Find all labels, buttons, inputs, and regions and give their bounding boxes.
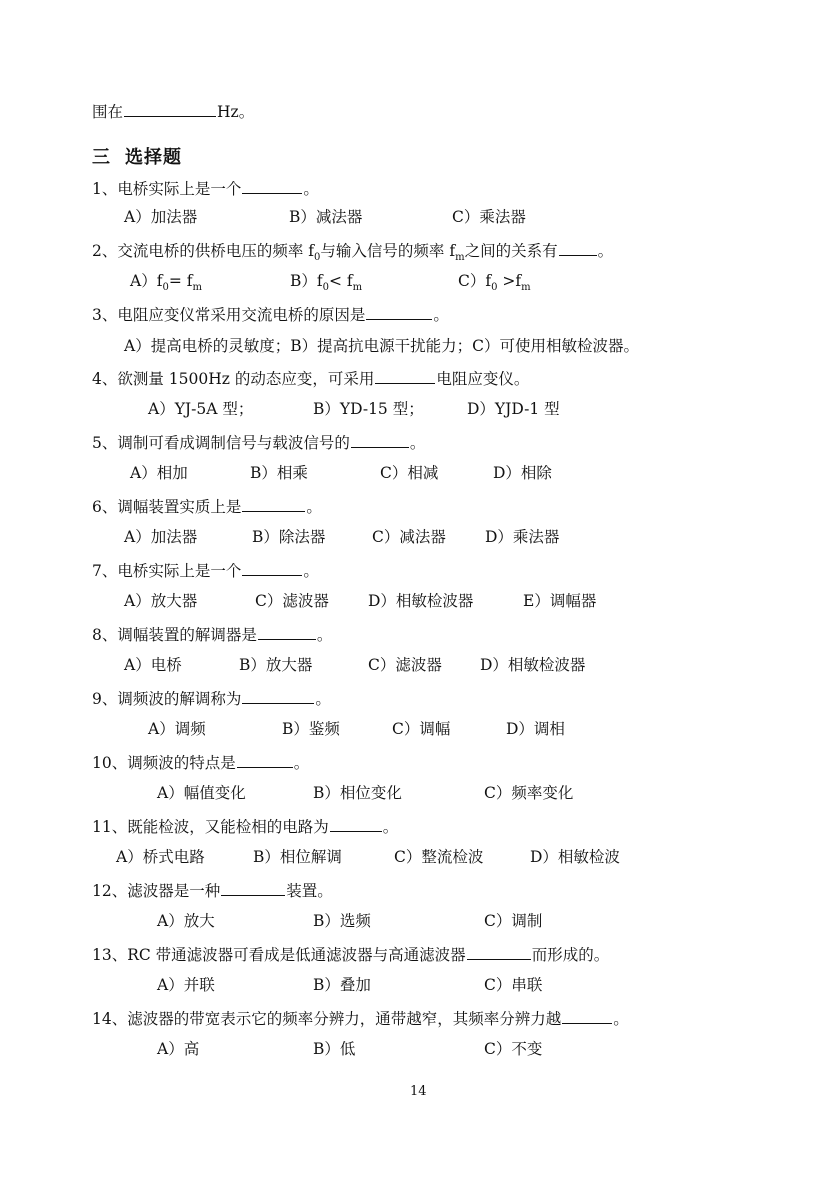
option: B）叠加 (313, 976, 371, 994)
option: C）串联 (484, 976, 543, 994)
question-stem: 1、电桥实际上是一个 (92, 180, 242, 198)
subscript: m (455, 252, 465, 264)
option: B）相乘 (250, 464, 308, 482)
answer-blank (237, 752, 293, 768)
option: B）YD-15 型； (313, 400, 424, 418)
option: D）相敏检波器 (480, 656, 586, 674)
option: A）桥式电路 (116, 848, 205, 866)
option: A）电桥 (124, 656, 182, 674)
question-stem: 13、RC 带通滤波器可看成是低通滤波器与高通滤波器 (92, 946, 466, 964)
question-stem-end: 。 (597, 242, 614, 260)
option: A）调频 (148, 720, 206, 738)
answer-blank (351, 432, 409, 448)
option: D）相敏检波 (530, 848, 620, 866)
option: B）低 (313, 1040, 356, 1058)
question-stem-end: 。 (382, 818, 399, 836)
option: A）放大器 (124, 592, 198, 610)
question-stem: 5、调制可看成调制信号与载波信号的 (92, 434, 350, 452)
question-stem: 6、调幅装置实质上是 (92, 498, 242, 516)
option: $B)f_0< f_m$ (290, 272, 363, 294)
option: D）调相 (506, 720, 565, 738)
option: A）YJ-5A 型； (148, 400, 254, 418)
answer-blank (242, 688, 314, 704)
question-stem: 之间的关系有 (464, 242, 558, 260)
answer-blank (366, 304, 432, 320)
question-stem: 11、既能检波，又能检相的电路为 (92, 818, 329, 836)
question-2 (92, 240, 613, 268)
option: A）加法器 (124, 208, 198, 226)
option: C）相减 (380, 464, 439, 482)
question-4 (92, 368, 529, 389)
option: B）放大器 (239, 656, 313, 674)
intro-line (92, 101, 254, 122)
question-stem: 2、交流电桥的供桥电压的频率 f (92, 242, 315, 260)
question-stem: 7、电桥实际上是一个 (92, 562, 242, 580)
intro-suffix: Hz。 (217, 103, 255, 121)
answer-blank (242, 560, 302, 576)
option: A）幅值变化 (157, 784, 246, 802)
section-heading (92, 143, 182, 169)
answer-blank (242, 496, 305, 512)
option: C）调制 (484, 912, 543, 930)
question-14 (92, 1008, 629, 1029)
option: C）滤波器 (255, 592, 329, 610)
option: B）选频 (313, 912, 371, 930)
option: C）不变 (484, 1040, 543, 1058)
option: A）相加 (130, 464, 188, 482)
question-stem: 12、滤波器是一种 (92, 882, 221, 900)
question-stem: 3、电阻应变仪常采用交流电桥的原因是 (92, 306, 366, 324)
question-3 (92, 304, 449, 325)
option: C）减法器 (372, 528, 446, 546)
question-13 (92, 944, 609, 965)
question-11 (92, 816, 398, 837)
question-6 (92, 496, 322, 517)
option: A）高 (157, 1040, 200, 1058)
answer-blank (562, 1008, 612, 1024)
answer-blank (221, 880, 285, 896)
option: B）减法器 (289, 208, 363, 226)
intro-prefix: 围在 (92, 103, 124, 121)
question-stem-end: 而形成的。 (531, 946, 610, 964)
option: $A)f_0= f_m$ (130, 272, 202, 294)
option: A）提高电桥的灵敏度；B）提高抗电源干扰能力；C）可使用相敏检波器。 (124, 337, 639, 355)
question-stem-end: 装置。 (286, 882, 333, 900)
question-10 (92, 752, 309, 773)
question-stem-end: 。 (433, 306, 449, 324)
option: B）鉴频 (282, 720, 340, 738)
option: B）除法器 (252, 528, 326, 546)
answer-blank (467, 944, 531, 960)
answer-blank (124, 101, 216, 117)
section-number: 三 (92, 147, 111, 168)
option: C）乘法器 (452, 208, 526, 226)
question-stem-end: 。 (316, 626, 333, 644)
option: B）相位解调 (253, 848, 342, 866)
option: D）乘法器 (485, 528, 560, 546)
question-1 (92, 178, 319, 199)
option: A）放大 (157, 912, 215, 930)
question-stem: 4、欲测量 1500Hz 的动态应变，可采用 (92, 370, 375, 388)
question-stem-end: 。 (613, 1010, 629, 1028)
option: D）YJD-1 型 (467, 400, 560, 418)
question-stem-end: 。 (315, 690, 331, 708)
option: D）相除 (493, 464, 552, 482)
question-7 (92, 560, 319, 581)
question-stem-end: 。 (303, 562, 319, 580)
question-stem-end: 。 (306, 498, 322, 516)
option: C）调幅 (392, 720, 451, 738)
question-8 (92, 624, 332, 645)
option: C）频率变化 (484, 784, 574, 802)
answer-blank (242, 178, 302, 194)
question-stem-end: 电阻应变仪。 (436, 370, 530, 388)
answer-blank (375, 368, 435, 384)
page-number: 14 (410, 1084, 427, 1099)
option: E）调幅器 (523, 592, 597, 610)
question-5 (92, 432, 425, 453)
answer-blank (559, 240, 597, 256)
option: D）相敏检波器 (368, 592, 474, 610)
question-stem: 9、调频波的解调称为 (92, 690, 242, 708)
question-stem-end: 。 (293, 754, 310, 772)
option: C）滤波器 (368, 656, 442, 674)
answer-blank (330, 816, 382, 832)
option: A）加法器 (124, 528, 198, 546)
option: B）相位变化 (313, 784, 402, 802)
question-stem: 8、调幅装置的解调器是 (92, 626, 257, 644)
option: $C)f_0 >f_m$ (458, 272, 531, 294)
question-9 (92, 688, 331, 709)
option: A）并联 (157, 976, 215, 994)
question-stem: 14、滤波器的带宽表示它的频率分辨力，通带越窄，其频率分辨力越 (92, 1010, 562, 1028)
answer-blank (258, 624, 316, 640)
question-12 (92, 880, 333, 901)
option: C）整流检波 (394, 848, 484, 866)
section-title: 选择题 (125, 147, 182, 168)
question-stem: 与输入信号的频率 f (320, 242, 456, 260)
question-stem-end: 。 (409, 434, 426, 452)
subscript: 0 (314, 252, 321, 264)
question-stem: 10、调频波的特点是 (92, 754, 236, 772)
question-stem-end: 。 (303, 180, 319, 198)
